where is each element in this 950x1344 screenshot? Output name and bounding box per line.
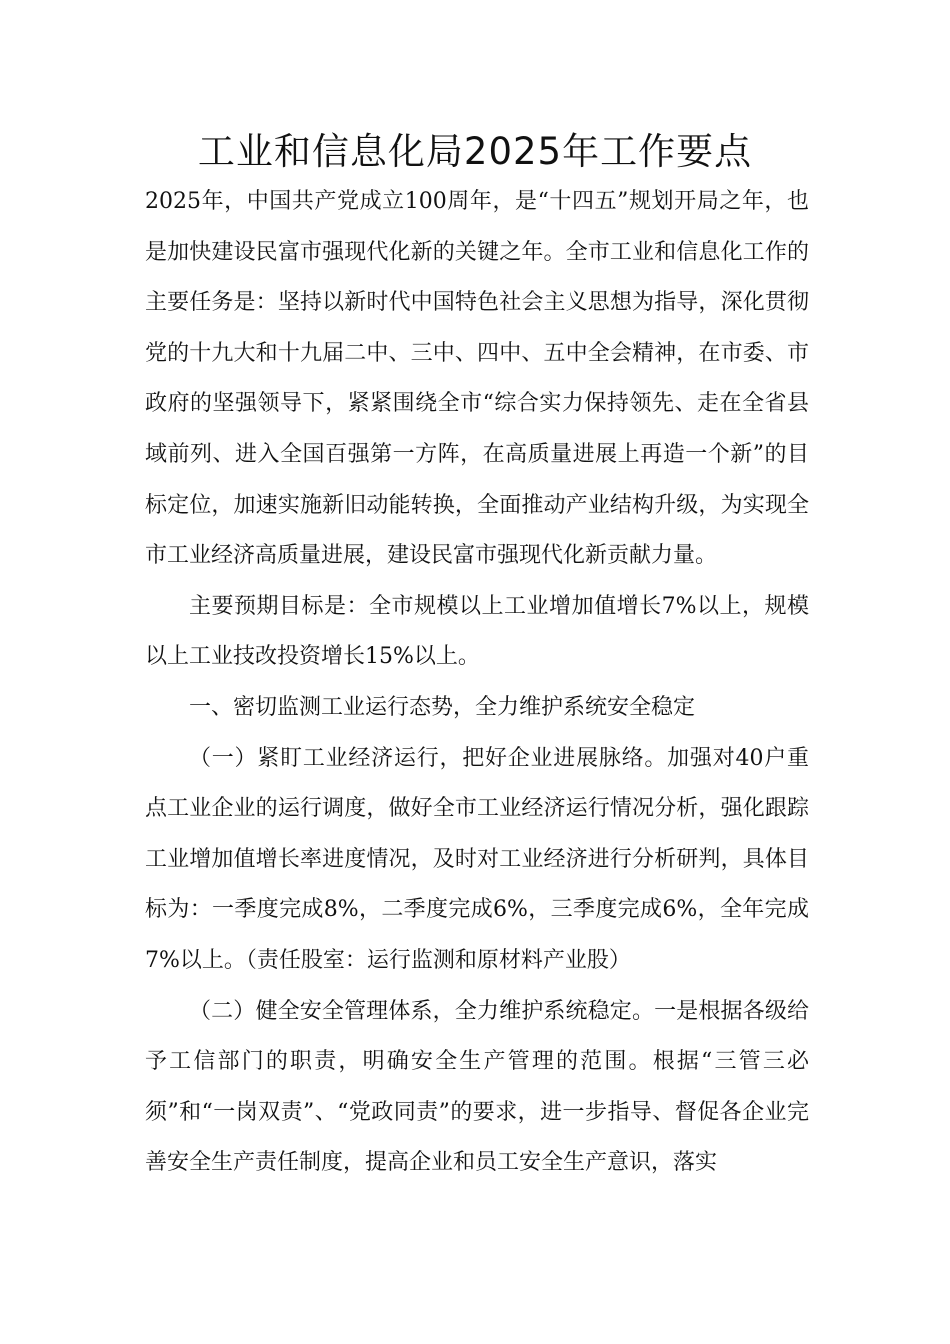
document-body bbox=[145, 177, 809, 1189]
section-heading: 一、密切监测工业运行态势，全力维护系统安全稳定 bbox=[189, 694, 696, 720]
intro-paragraph: 2025年，中国共产党成立100周年，是“十四五”规划开局之年，也是加快建设民富市强现代化新的关键之年。全市工业和信息化工作的主要任务是：坚持以新时代中国特色社会主义思想为指导，深化贯彻党的十九大和十九届二中、三中、四中、五中全会精神，在市委、市政府的坚强领导下，紧紧围绕全市“综合实力保持领先、走在全省县域前列、进入全国百强第一方阵，在高质量进展上再造一个新”的目标定位，加速实施新旧动能转换，全面推动产业结构升级，为实现全市工业经济高质量进展，建设民富市强现代化新贡献力量。 bbox=[145, 189, 809, 569]
item-two-paragraph: （二）健全安全管理体系，全力维护系统稳定。一是根据各级给予工信部门的职责，明确安全生产管理的范围。根据“三管三必须”和“一岗双责”、“党政同责”的要求，进一步指导、督促各企业完善安全生产责任制度，提高企业和员工安全生产意识，落实 bbox=[145, 998, 809, 1176]
item-one-paragraph: （一）紧盯工业经济运行，把好企业进展脉络。加强对40户重点工业企业的运行调度，做好全市工业经济运行情况分析，强化跟踪工业增加值增长率进度情况，及时对工业经济进行分析研判，具体目标为：一季度完成8%，二季度完成6%，三季度完成6%，全年完成7%以上。（责任股室：运行监测和原材料产业股） bbox=[145, 745, 809, 973]
document-title: 工业和信息化局2025年工作要点 bbox=[197, 130, 753, 173]
targets-paragraph: 主要预期目标是：全市规模以上工业增加值增长7%以上，规模以上工业技改投资增长15%以上。 bbox=[145, 593, 809, 670]
